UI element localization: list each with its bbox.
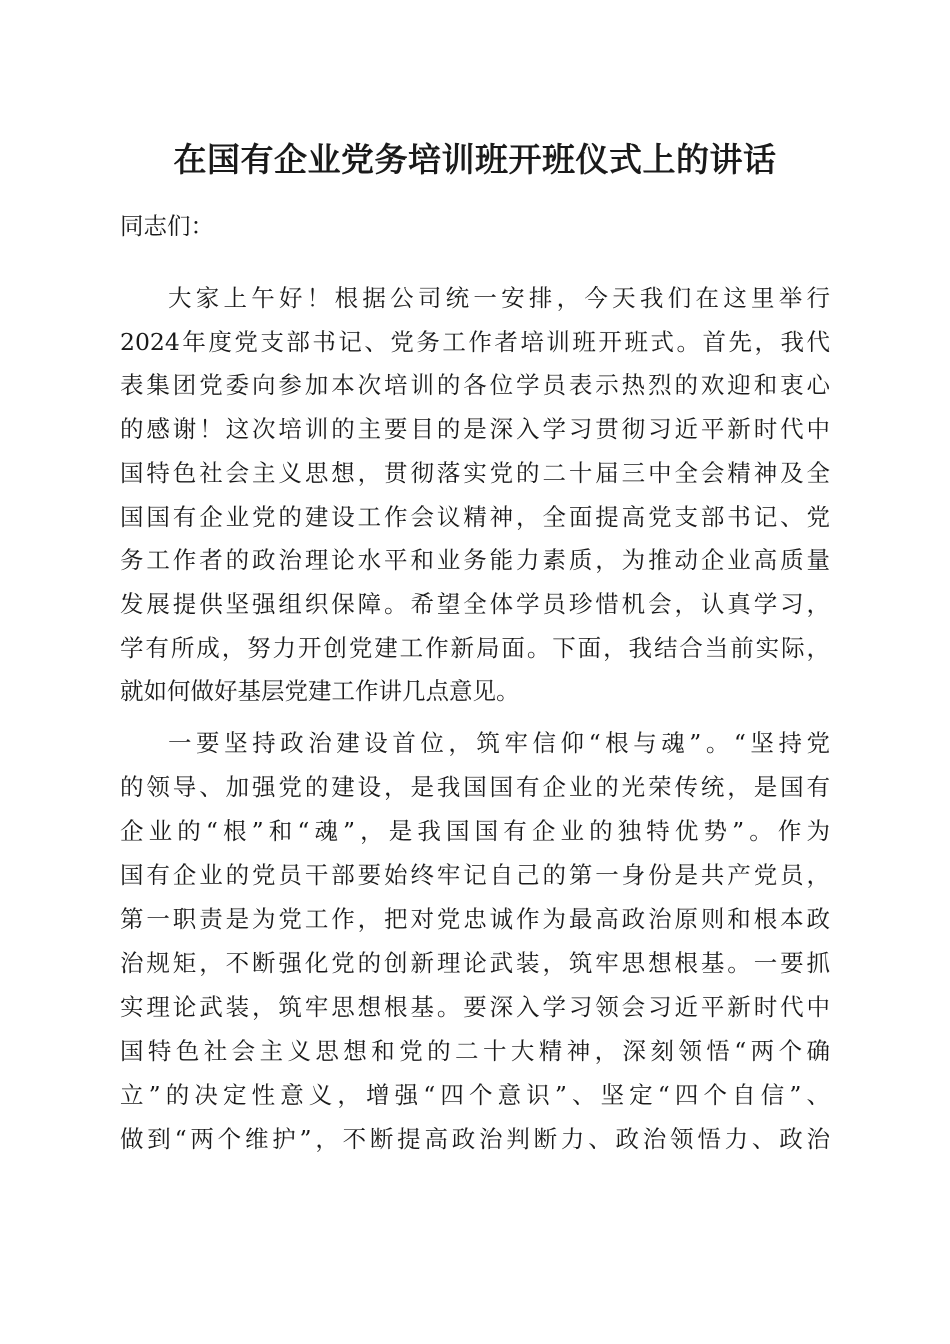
paragraph-2-line: 治规矩，不断强化党的创新理论武装，筑牢思想根基。一要抓: [120, 949, 830, 977]
paragraph-2-line: 企业的“根”和“魂”，是我国国有企业的独特优势”。作为: [120, 817, 830, 845]
paragraph-1-line: 大家上午好！根据公司统一安排，今天我们在这里举行: [168, 284, 830, 312]
paragraph-1-line: 就如何做好基层党建工作讲几点意见。: [120, 677, 520, 705]
paragraph-1-line: 国国有企业党的建设工作会议精神，全面提高党支部书记、党: [120, 503, 830, 531]
paragraph-1-line: 发展提供坚强组织保障。希望全体学员珍惜机会，认真学习，: [120, 590, 830, 618]
paragraph-1-line: 务工作者的政治理论水平和业务能力素质，为推动企业高质量: [120, 546, 830, 574]
salutation: 同志们：: [120, 212, 214, 240]
paragraph-1-line: 表集团党委向参加本次培训的各位学员表示热烈的欢迎和衷心: [120, 371, 830, 399]
paragraph-1-line: 国特色社会主义思想，贯彻落实党的二十届三中全会精神及全: [120, 459, 830, 487]
paragraph-1-line: 学有所成，努力开创党建工作新局面。下面，我结合当前实际，: [120, 634, 830, 662]
paragraph-2-line: 一要坚持政治建设首位，筑牢信仰“根与魂”。“坚持党: [168, 729, 830, 757]
paragraph-2-line: 的领导、加强党的建设，是我国国有企业的光荣传统，是国有: [120, 773, 830, 801]
document-title: 在国有企业党务培训班开班仪式上的讲话: [173, 140, 777, 179]
paragraph-2-line: 国有企业的党员干部要始终牢记自己的第一身份是共产党员，: [120, 861, 830, 889]
paragraph-2-line: 实理论武装，筑牢思想根基。要深入学习领会习近平新时代中: [120, 993, 830, 1021]
paragraph-2-line: 第一职责是为党工作，把对党忠诚作为最高政治原则和根本政: [120, 905, 830, 933]
paragraph-1-line: 的感谢！这次培训的主要目的是深入学习贯彻习近平新时代中: [120, 415, 830, 443]
paragraph-2-line: 立”的决定性意义，增强“四个意识”、坚定“四个自信”、: [120, 1081, 830, 1109]
paragraph-2-line: 国特色社会主义思想和党的二十大精神，深刻领悟“两个确: [120, 1037, 830, 1065]
paragraph-1-line: 2024年度党支部书记、党务工作者培训班开班式。首先，我代: [120, 328, 830, 356]
paragraph-2-line: 做到“两个维护”，不断提高政治判断力、政治领悟力、政治: [120, 1125, 830, 1153]
